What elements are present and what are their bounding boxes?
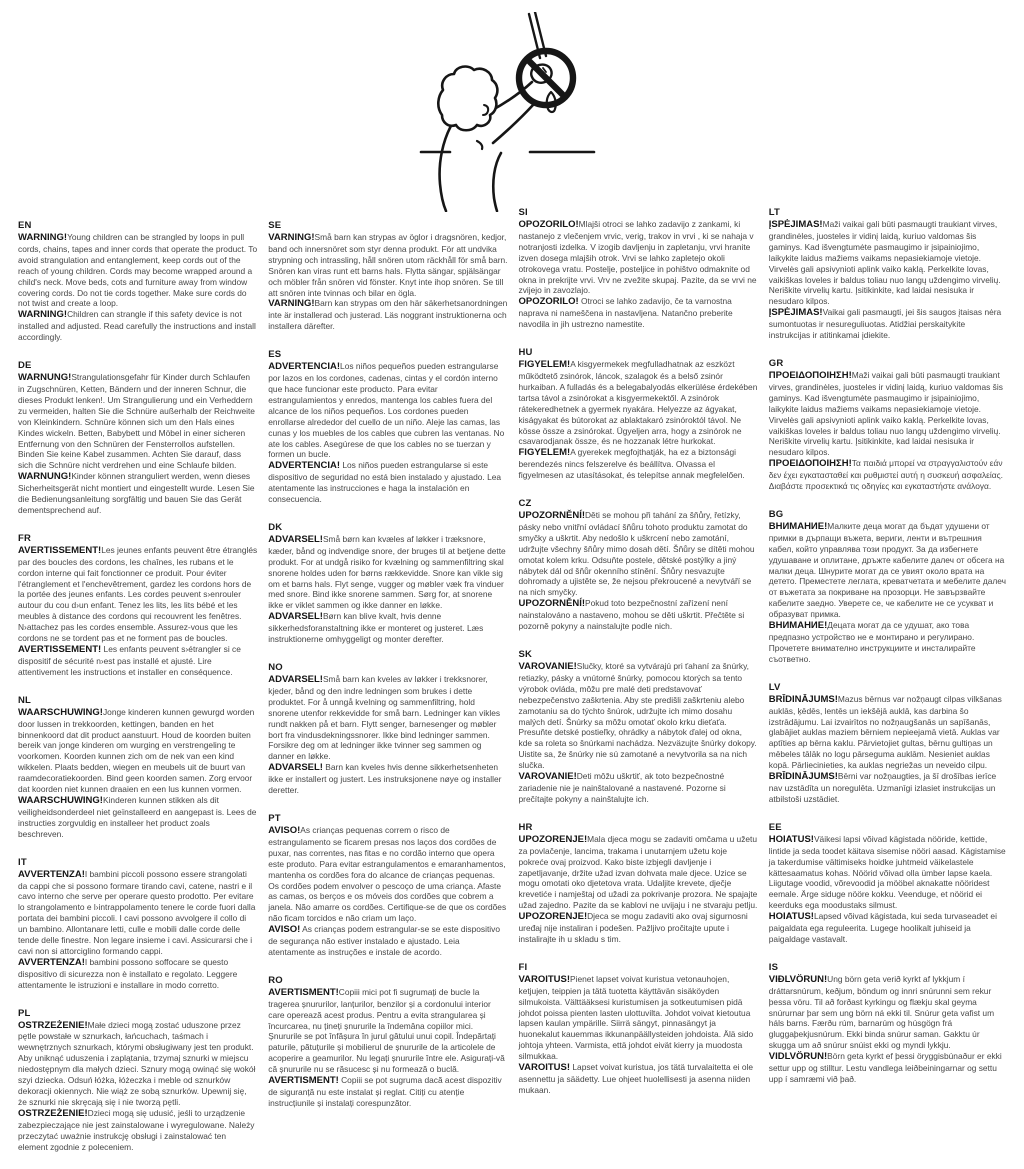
warning-keyword-2: AVERTISSEMENT! [18, 644, 102, 655]
warning-keyword-1: VAROVANIE! [518, 661, 577, 672]
warning-text-1: Maži vaikai gali būti pasmaugti traukiant virves, grandinėles, juosteles ir vidinį laidą, kuriuo valdomas šis gaminys. Kad išvengtumėte pasmaugimo ir įsipainiojimo, laikykite laidus mažiems vaikams nepasiekiamoje vietoje. Virvelės gali apsivynioti aplink vaiko kaklą. Perkelkite lovas, vaikiškas loveles ir baldus toliau nuo langų uždengimo virvelių. Neriškite virvelių kartu. Įsitikinkite, kad laidai nesisuka ir nesudaro kilpos. [768, 369, 1003, 458]
language-section-lt [769, 207, 1008, 341]
warning-paragraph-2 [268, 460, 507, 505]
warning-keyword-1: WARNING! [18, 232, 68, 243]
language-code: IS [768, 961, 779, 973]
language-section-lv [769, 682, 1008, 805]
warning-keyword-2: WARNING! [18, 309, 68, 321]
warning-paragraph-1 [18, 1020, 257, 1108]
warning-paragraph-1 [519, 834, 758, 911]
language-section-bg [769, 509, 1008, 665]
warning-keyword-1: VAROITUS! [518, 973, 571, 985]
warning-paragraph-1 [769, 370, 1008, 458]
language-code: FR [18, 532, 32, 544]
language-code: DK [268, 521, 283, 533]
warning-keyword-1: VARNING! [268, 232, 315, 243]
language-code: FI [518, 961, 528, 973]
warning-text-1: Mlajši otroci se lahko zadavijo z zankami, ki nastanejo z vlečenjem vrvic, verig, trakov in vrvi , ki se nahaja v notranjosti izdelka. V izogib davljenju in zapletanju, vrvi hranite izven dosega mlajših otrok. Vrvi se lahko zapletejo okoli otrokovega vratu. Postelje, posteljice in pohištvo odmaknite od okna in prekrijte vrvi. Vrv ne zvežite skupaj. Pazite, da se vrvi ne zvijejo in zavozlajo. [518, 219, 757, 296]
warning-keyword-1: FIGYELEM! [518, 359, 571, 371]
warning-paragraph-1 [519, 359, 758, 447]
warning-text-2: Børn kan blive kvalt, hvis denne sikkerhedsforanstaltning ikke er monteret og justeret. Læs instruktionerne omhyggeligt og monter derefter. [268, 611, 484, 645]
warning-paragraph-1 [769, 974, 1008, 1051]
warning-keyword-1: ĮSPĖJIMAS! [768, 219, 823, 230]
warning-paragraph-2 [519, 598, 758, 632]
warning-text-1: Små børn kan kvæles af løkker i træksnore, kæder, bånd og indvendige snore, der bruges til at betjene dette produkt. For at undgå risiko for kvælning og sammenfiltring skal snorene holdes uden for børns rækkevidde. Snore kan vikle sig om et barns hals. Flyt senge, vugger og møbler væk fra vinduer med snore. Bind ikke snorene sammen. Sørg for, at snorene ikke er viklet sammen og ikke danner en løkke. [268, 533, 506, 611]
warning-keyword-2: WAARSCHUWING! [18, 794, 103, 806]
warning-paragraph-1 [268, 534, 507, 611]
warning-text-1: Les jeunes enfants peuvent être étranglés par des boucles des cordons, les chaînes, les rubans et le cordon interne qui fait fonctionner ce produit. Pour éviter l'étranglement et l'enchevêtrement, gardez les cordons hors de la portée des jeunes enfants. Les cordes peuvent s›enrouler autour du cou d›un enfant. Tenez les lits, les lits bébé et les meubles à distance des cordons qui recouvrent les fenêtres. N›attachez pas les cordes ensemble. Assurez-vous que les cordons ne se tordent pas et ne forment pas de boucles. [18, 544, 258, 644]
warning-paragraph-2 [268, 611, 507, 645]
warning-text-2: Los niños pueden estrangularse si este dispositivo de seguridad no está bien instalado y ajustado. Lea atentamente las instrucciones e haga la instalación en consecuencia. [268, 460, 502, 505]
language-section-dk [268, 522, 507, 645]
warning-paragraph-1 [18, 372, 257, 471]
language-section-gr [769, 358, 1008, 492]
warning-text-2: Les enfants peuvent s›étrangler si ce dispositif de sécurité n›est pas installé et ajusté. Lire attentivement les instructions et installer en conséquence. [18, 644, 241, 677]
child-back-outline [440, 124, 452, 211]
language-section-hr [519, 822, 758, 945]
warning-keyword-1: ADVARSEL! [268, 674, 323, 685]
language-section-pl [18, 1008, 257, 1153]
column-1 [18, 207, 257, 1169]
warning-text-2: A gyerekek megfojthatják, ha ez a biztonsági berendezés nincs felszerelve és beállítva. Olvassa el figyelmesen az utasításokat, és telepítse annak megfelelően. [518, 447, 745, 481]
warning-keyword-1: AVERTISMENT! [268, 986, 339, 998]
warning-keyword-2: BRĪDINĀJUMS! [768, 771, 838, 783]
warning-text-2: I bambini possono soffocare se questo dispositivo di sicurezza non è installato e regolato. Leggere attentamente le istruzioni e installare in modo corretto. [18, 956, 238, 990]
warning-keyword-1: AVVERTENZA! [18, 868, 85, 880]
warning-text-2: Kinderen kunnen stikken als dit veiligheidsonderdeel niet geïnstalleerd en aangepast is. Lees de instructies zorgvuldig en installeer het product zoals beschreven. [18, 794, 257, 839]
warning-keyword-2: UPOZORNĚNÍ! [518, 598, 585, 610]
warning-keyword-1: ВНИМАНИЕ! [768, 520, 828, 532]
warning-keyword-2: AVERTISMENT! [268, 1075, 339, 1087]
warning-text-2: Bērni var nožņaugties, ja šī drošības ierīce nav uzstādīta un noregulēta. Uzmanīgi izlasiet instrukcijas un atbilstoši uzstādiet. [768, 771, 997, 804]
warning-paragraph-2 [769, 307, 1008, 341]
warning-text-2: Deti môžu uškrtiť, ak toto bezpečnostné zariadenie nie je nainštalované a nastavené. Pozorne si prečítajte pokyny a nainštalujte ich. [518, 771, 726, 804]
warning-keyword-1: ADVARSEL! [268, 533, 323, 545]
warning-keyword-2: AVISO! [268, 924, 301, 936]
language-code: EE [768, 821, 782, 833]
language-section-hu [519, 347, 758, 481]
warning-text-1: Mazus bērnus var nožņaugt cilpas vilkšanas auklās, ķēdēs, lentēs un iekšējā auklā, kas darbina šo izstrādājumu. Lai izvairītos no nožņaugšanās un sapīšanās, glabājiet auklas maziem bērniem nepieejamā vietā. Auklas var aptīties ap bērna kaklu. Pārvietojiet gultas, bērnu gultiņas un mēbeles tālāk no logu pārseguma auklām. Nesieniet auklas kopā. Pārliecinieties, ka auklas negriežas un neveido cilpu. [768, 693, 1002, 771]
warning-keyword-1: ΠΡΟΕΙΔΟΠΟΙΗΣΗ! [768, 369, 852, 381]
warning-keyword-1: WAARSCHUWING! [18, 706, 103, 718]
warning-keyword-1: OPOZORILO! [518, 219, 579, 230]
warning-paragraph-2 [519, 1062, 758, 1096]
language-section-ee [769, 822, 1008, 945]
column-4 [769, 207, 1008, 1169]
warning-paragraph-2 [769, 911, 1008, 945]
warning-keyword-2: VAROITUS! [518, 1062, 571, 1074]
no-cord-grab-icon [380, 12, 680, 212]
warning-paragraph-2 [268, 298, 507, 332]
warning-text-1: Små barn kan kveles av løkker i trekksnorer, kjeder, bånd og den indre ledningen som brukes i dette produktet. For å unngå kvelning og sammenfiltring, hold snorene utenfor rekkevidde for små barn. Ledninger kan vikles rundt nakken på et barn. Flytt senger, barnesenger og møbler bort fra vindusdekningssnorer. Ikke bind ledninger sammen. Forsikre deg om at ledninger ikke tvinner seg sammen og danner en løkke. [268, 674, 501, 762]
warning-paragraph-2 [519, 296, 758, 330]
warning-text-1: Små barn kan strypas av öglor i dragsnören, kedjor, band och innersnöret som styr denna produkt. För att undvika strypning och intrassling, håll snören utom räckhåll för små barn. Snören kan viras runt ett barns hals. Flytta sängar, spjälsängar och möbler från snören vid fönster. Knyt inte ihop snören. Se till att snören inte tvinnas och bilar en ögla. [268, 232, 508, 298]
warning-paragraph-2 [769, 620, 1008, 665]
language-section-no [268, 662, 507, 796]
warning-keyword-2: WARNUNG! [18, 471, 72, 483]
warning-keyword-2: ВНИМАНИЕ! [768, 620, 828, 632]
warning-keyword-2: ĮSPĖJIMAS! [768, 307, 823, 319]
column-2 [268, 207, 507, 1169]
warning-paragraph-1 [268, 825, 507, 924]
warning-keyword-2: HOIATUS! [768, 911, 814, 923]
warning-text-1: I bambini piccoli possono essere strangolati da cappi che si possono formare tirando cavi, catene, nastri e il cavo interno che serve per operare questo prodotto. Per evitare lo strangolamento e l›intrappolamento tenere le corde fuori dalla portata dei bambini piccoli. I cavi possono avvolgere il collo di un bambino. Allontanare letti, culle e mobili dalle corde delle tende delle finestre. Non legare insieme i cavi. Assicurarsi che i cavi non si attorciglino formando cappi. [18, 868, 256, 956]
language-section-cz [519, 498, 758, 632]
warning-paragraph-1 [769, 521, 1008, 620]
warning-text-2: Lapset voivat kuristua, jos tätä turvalaitetta ei ole asennettu ja säädetty. Lue ohjeet huolellisesti ja asenna niiden mukaan. [518, 1062, 754, 1095]
warning-keyword-2: VAROVANIE! [518, 771, 577, 783]
warning-text-2: Djeca se mogu zadaviti ako ovaj sigurnosni uređaj nije instaliran i podešen. Pažljivo pročitajte upute i instalirajte ih u skladu s tim. [518, 911, 748, 944]
warning-keyword-2: AVVERTENZA! [18, 956, 85, 968]
warning-text-2: Децата могат да се удушат, ако това предпазно устройство не е монтирано и регулирано. Прочетете внимателно инструкциите и инсталирайте съответно. [768, 620, 976, 664]
warning-paragraph-2 [769, 1051, 1008, 1085]
language-code: IT [18, 856, 27, 868]
child-back-detail [477, 141, 482, 149]
language-code: LV [768, 681, 781, 693]
text-columns [18, 207, 1008, 1169]
warning-text-1: Děti se mohou při tahání za šňůry, řetízky, pásky nebo vnitřní ovládací šňůru tohoto produktu zamotat do smyčky a uškrtit. Aby nedošlo k uškrcení nebo zamotání, udržujte všechny šňůry mimo dosah dětí. Šňůry se dítěti mohou omotat kolem krku. Odsuňte postele, dětské postýlky a jiný nábytek dál od šňůr okenního stínění. Šňůry nesvazujte dohromady a ujistěte se, že nejsou překroucené a nevytváří se na nich smyčky. [518, 510, 755, 598]
language-code: NO [268, 662, 283, 673]
warning-text-2: Lapsed võivad kägistada, kui seda turvaseadet ei paigaldata ega reguleerita. Lugege hoolikalt juhiseid ja paigaldage vastavalt. [768, 911, 997, 944]
warning-paragraph-1 [769, 219, 1008, 307]
warning-keyword-2: ADVERTENCIA! [268, 460, 341, 472]
warning-paragraph-2 [519, 911, 758, 945]
warning-paragraph-2 [18, 471, 257, 516]
language-code: PL [18, 1007, 31, 1019]
warning-paragraph-2 [519, 447, 758, 481]
warning-paragraph-2 [18, 309, 257, 343]
child-chest-outline [493, 153, 501, 211]
warning-keyword-2: ADVARSEL! [268, 611, 323, 623]
warning-keyword-2: FIGYELEM! [518, 447, 571, 459]
warning-text-1: Maži vaikai gali būti pasmaugti traukiant virves, grandinėles, juosteles ir vidinį laidą, kuriuo valdomas šis gaminys. Kad išvengtumėte pasmaugimo ir įsipainiojimo, laikykite laidus mažiems vaikams nepasiekiamoje vietoje. Virvelės gali apsivynioti aplink vaiko kaklą. Perkelkite lovas, vaikiškas loveles ir baldus toliau nuo langų uždengimo virvelių. Neriškite virvelių kartu. Įsitikinkite, kad laidai nesisuka ir nesudaro kilpos. [768, 219, 1001, 307]
language-code: SK [518, 649, 533, 660]
warning-paragraph-2 [18, 795, 257, 840]
warning-paragraph-1 [268, 232, 507, 298]
warning-keyword-2: UPOZORENJE! [518, 911, 588, 923]
warning-paragraph-1 [519, 510, 758, 598]
language-section-es [268, 349, 507, 505]
warning-paragraph-2 [519, 771, 758, 805]
warning-paragraph-1 [519, 219, 758, 296]
language-section-fi [519, 962, 758, 1096]
warning-keyword-1: AVERTISSEMENT! [18, 544, 102, 556]
child-head [438, 67, 497, 131]
warning-paragraph-2 [268, 762, 507, 796]
language-section-en [18, 220, 257, 343]
warning-text-2: Copiii se pot sugruma dacă acest dispozitiv de siguranță nu este instalat și reglat. Citiți cu atenție instrucțiunile și instalați corespunzător. [268, 1075, 502, 1108]
language-code: HU [518, 347, 533, 359]
warning-paragraph-1 [769, 834, 1008, 911]
warning-paragraph-2 [18, 957, 257, 991]
language-code: LT [768, 207, 781, 218]
warning-text-1: Малките деца могат да бъдат удушени от примки в дърпащи въжета, вериги, ленти и вътрешния кабел, който управлява този продукт. За да избегнете удушаване и оплитане, дръжте кабелите далеч от обсега на малки деца. Шнурите могат да се увият около врата на детето. Преместете леглата, креватчетата и мебелите далеч от въжетата за покриване на прозорци. Не завързвайте кабелите заедно. Уверете се, че кабелите не се усукват и образуват примка. [768, 520, 1007, 620]
warning-keyword-2: VARNING! [268, 298, 315, 310]
warning-paragraph-2 [268, 924, 507, 958]
warning-keyword-1: OSTRZEŻENIE! [18, 1019, 88, 1031]
language-code: PT [268, 812, 281, 824]
warning-keyword-1: ADVERTENCIA! [268, 361, 341, 373]
warning-text-2: Barn kan kveles hvis denne sikkerhetsenheten ikke er installert og justert. Les instruksjonene nøye og installer deretter. [268, 762, 502, 796]
warning-text-2: Börn geta kyrkt ef þessi öryggisbúnaður er ekki settur upp og stilltur. Lestu vandlega leiðbeiningarnar og settu upp í samræmi við það. [768, 1051, 1002, 1084]
warning-paragraph-2 [769, 458, 1008, 492]
warning-keyword-1: HOIATUS! [768, 833, 814, 845]
warning-text-1: Väikesi lapsi võivad kägistada nööride, kettide, lintide ja seda toodet käitava sisemise nööri aasad. Kägistamise ja takerdumise vältimiseks hoidke juhtmeid väikelastele kättesaamatus kohas. Nöörid võivad olla ümber lapse kaela. Liigutage voodid, võrevoodid ja mööbel aknakatte nööridest eemale. Ärge siduge nööre kokku. Veenduge, et nöörid ei keerduks ega moodustaks silmust. [768, 833, 1006, 911]
warning-paragraph-1 [268, 674, 507, 762]
warning-paragraph-2 [18, 644, 257, 678]
warning-paragraph-1 [18, 707, 257, 795]
warning-text-1: As crianças pequenas correm o risco de estrangulamento se ficarem presas nos laços dos cordões de puxar, nas correntes, nas fitas e no cordão interno que opera este produto. Para evitar estrangulamentos e emaranhamentos, mantenha os cordões fora do alcance de crianças pequenas. Os cordões podem envolver o pescoço de uma criança. Afaste as camas, os berços e os móveis dos cordões que cobrem a janela. Não amarre os cordões. Certifique-se de que os cordões não ficam torcidos e não criam um laço. [268, 824, 507, 924]
warning-text-2: Barn kan strypas om den här säkerhetsanordningen inte är installerad och justerad. Läs noggrant instruktionerna och installera därefter. [268, 298, 508, 332]
warning-text-1: A kisgyermekek megfulladhatnak az eszközt működtető zsinórok, láncok, szalagok és a belső zsinór hurkaiban. A fulladás és a belegabalyodás elkerülése érdekében tartsa távol a zsinórokat a kisgyermekektől. A zsinórok rátekeredhetnek a gyermek nyakára. Helyezze az ágyakat, kiságyakat és bútorokat az ablaktakaró zsinóroktól távol. Ne kösse össze a zsinórokat. Ügyeljen arra, hogy a zsinórok ne csavarodjanak össze, és ne hozzanak létre hurkokat. [518, 359, 758, 447]
warning-paragraph-1 [519, 974, 758, 1062]
warning-text-1: Slučky, ktoré sa vytvárajú pri ťahaní za šnúrky, retiazky, pásky a vnútorné šnúrky, pomocou ktorých sa tento výrobok ovláda, môžu pre malé deti predstavovať nebezpečenstvo zaškrtenia. Aby ste predišli zaškrteniu alebo zamotaniu sa do týchto šnúrok, udržujte ich mimo dosahu malých detí. Šnúrky sa môžu omotať okolo krku dieťaťa. Presuňte detské postieľky, ohrádky a nábytok ďalej od okna, kde sa roleta so šnúrkami nachádza. Nezväzujte šnúrky dokopy. Uistite sa, že šnúrky nie sú zamotané a nevytvorila sa na nich slučka. [518, 661, 757, 771]
warning-text-1: Jonge kinderen kunnen gewurgd worden door lussen in trekkoorden, kettingen, banden en het binnenkoord dat dit product aanstuurt. Houd de koorden buiten bereik van jonge kinderen om wurging en verstrengeling te voorkomen. Koorden kunnen zich om de nek van een kind wikkelen. Plaats bedden, wiegen en meubels uit de buurt van raamdecoratiekoorden. Bind geen koorden samen. Zorg ervoor dat koorden niet kunnen draaien en een lus kunnen vormen. [18, 706, 255, 795]
warning-keyword-1: BRĪDINĀJUMS! [768, 693, 838, 705]
warning-keyword-1: UPOZORNĚNÍ! [518, 510, 585, 522]
warning-text-1: Los niños pequeños pueden estrangularse por lazos en los cordones, cadenas, cintas y el cordón interno que hace funcionar este producto. Para evitar estrangulamientos y enredos, mantenga los cables fuera del alcance de los niños pequeños. Los cordones pueden enrollarse alrededor del cuello de un niño. Aleje las camas, las cunas y los muebles de los cables que cubren las ventanas. No ate los cables. Asegúrese de que los cables no se tuerzan y formen un bucle. [268, 361, 505, 460]
language-section-de [18, 360, 257, 516]
language-section-fr [18, 533, 257, 678]
warning-paragraph-2 [769, 771, 1008, 805]
language-code: GR [768, 357, 784, 369]
warning-text-2: Τα παιδιά μπορεί να στραγγαλιστούν εάν δεν έχει εγκατασταθεί και ρυθμιστεί αυτή η συσκευή ασφαλείας. Διαβάστε προσεκτικά τις οδηγίες και εγκαταστήστε ανάλογα. [768, 458, 1003, 492]
warning-text-1: Ung börn geta verið kyrkt af lykkjum í dráttarsnúrum, keðjum, böndum og innri snúrunni sem rekur þessa vöru. Til að forðast kyrkingu og flækju skal geyma snúrurnar þar sem ung börn ná ekki til. Snúrur geta vafist um háls barns. Færðu rúm, barnarúm og húsgögn frá gluggaþekjusnúrum. Ekki binda snúrur saman. Gakktu úr skugga um að snúrur snúist ekki og myndi lykkju. [768, 973, 995, 1051]
warning-text-2: Children can strangle if this safety device is not installed and adjusted. Read carefully the instructions and install accordingly. [18, 309, 256, 343]
warning-keyword-2: ΠΡΟΕΙΔΟΠΟΙΗΣΗ! [768, 458, 852, 470]
language-section-sk [519, 649, 758, 805]
child-arm-lower-edge [493, 105, 533, 143]
language-section-nl [18, 695, 257, 840]
warning-paragraph-1 [268, 987, 507, 1075]
warning-text-1: Małe dzieci mogą zostać uduszone przez pętle powstałe w sznurkach, łańcuchach, taśmach i wewnętrznych sznurkach, którymi obsługiwany jest ten produkt. Aby uniknąć uduszenia i zaplątania, trzymaj sznurki w miejscu niedostępnym dla małych dzieci. Sznury mogą owinąć się wokół szyi dziecka. Odsuń łóżka, łóżeczka i meble od sznurków dekoracji okiennych. Nie wiąż ze sobą sznurków. Upewnij się, że sznurki nie skręcają się i nie tworzą pętli. [18, 1019, 256, 1107]
warning-keyword-1: UPOZORENJE! [518, 833, 588, 845]
warning-text-1: Young children can be strangled by loops in pull cords, chains, tapes and inner cords that operate the product. To avoid strangulation and entanglement, keep cords out of the reach of young children. Cords may become wrapped around a child's neck. Move beds, cots and furniture away from window covering cords. Do not tie cords together. Make sure cords do not twist and create a loop. [18, 232, 258, 309]
language-section-ro [268, 975, 507, 1109]
warning-text-2: Otroci se lahko zadavijo, če ta varnostna naprava ni nameščena in nastavljena. Natančno preberite navodila in jih ustrezno namestite. [518, 296, 733, 330]
warning-text-2: Kinder können stranguliert werden, wenn dieses Sicherheitsgerät nicht montiert und eingestellt wurde. Lesen Sie die Bedienungsanleitung sorgfältig und bauen Sie das Gerät dementsprechend auf. [18, 471, 255, 515]
warning-text-2: Vaikai gali pasmaugti, jei šis saugos įtaisas nėra sumontuotas ir nesureguliuotas. Atidžiai perskaitykite instrukcijas ir atitinkamai įdiekite. [768, 307, 1002, 341]
warning-keyword-1: WARNUNG! [18, 372, 72, 384]
language-section-si [519, 207, 758, 330]
warning-paragraph-1 [18, 232, 257, 309]
warning-text-1: Strangulationsgefahr für Kinder durch Schlaufen in Zugschnüren, Ketten, Bändern und der inneren Schnur, die dieses Produkt lenken!. Um Strangulierung und ein Verheddern zu vermeiden, halten Sie die Schnüre außerhalb der Reichweite von Kleinkindern. Schnüre können sich um den Hals eines Kindes wickeln. Betten, Babybett und Möbel in einer sicheren Entfernung von den Schnüren der Fensterrollos aufstellen. Binden Sie keine Kabel zusammen. Achten Sie darauf, dass sich die Schnüre nicht verdrehen und eine Schlaufe bilden. [18, 372, 255, 471]
warning-keyword-2: OPOZORILO! [518, 296, 579, 308]
warning-text-2: Dzieci mogą się udusić, jeśli to urządzenie zabezpieczające nie jest zainstalowane i wyregulowane. Należy przeczytać uważnie instrukcję obsługi i zainstalować ten element zgodnie z poleceniem. [18, 1107, 255, 1152]
column-3 [519, 207, 758, 1169]
warning-text-2: Pokud toto bezpečnostní zařízení není nainstalováno a nastaveno, mohou se děti uškrtit. Přečtěte si pozorně pokyny a nainstalujte podle nich. [518, 598, 745, 632]
warning-text-2: As crianças podem estrangular-se se este dispositivo de segurança não estiver instalado e ajustado. Leia atentamente as instruções e instale de acordo. [268, 924, 500, 957]
warning-keyword-1: AVISO! [268, 824, 301, 836]
warning-paragraph-1 [18, 869, 257, 957]
language-section-it [18, 857, 257, 991]
language-section-is [769, 962, 1008, 1085]
language-code: SI [518, 207, 528, 218]
language-code: SE [268, 220, 282, 231]
warning-paragraph-1 [268, 361, 507, 460]
warning-keyword-2: ADVARSEL! [268, 762, 323, 774]
warning-keyword-2: VIDLVÖRUN! [768, 1051, 828, 1063]
language-code: NL [18, 694, 32, 706]
warning-paragraph-1 [769, 694, 1008, 771]
language-code: CZ [518, 498, 532, 510]
language-section-se [268, 220, 507, 332]
language-code: EN [18, 220, 32, 231]
warning-paragraph-1 [18, 545, 257, 644]
language-section-pt [268, 813, 507, 958]
language-code: ES [268, 349, 282, 361]
language-code: DE [18, 360, 32, 372]
language-code: RO [268, 974, 283, 986]
warning-keyword-2: OSTRZEŻENIE! [18, 1107, 88, 1119]
warning-paragraph-1 [519, 661, 758, 771]
language-code: BG [768, 508, 784, 520]
child-cord-illustration [380, 12, 680, 212]
warning-paragraph-2 [18, 1108, 257, 1153]
warning-text-1: Copiii mici pot fi sugrumați de bucle la tragerea șnururilor, lanțurilor, benzilor și a cordonului interior care operează acest produs. Pentru a evita strangularea și încurcarea, nu țineți șnururile la îndemâna copiilor mici. Șnururile se pot înfășura în jurul gâtului unui copil. Îndepărtați paturile, pătuțurile și mobilierul de șnururile de la articolele de acoperire a geamurilor. Nu legați șnururile între ele. Asigurați-vă că șnururile nu se răsucesc și nu formează o buclă. [268, 986, 505, 1075]
warning-paragraph-2 [268, 1075, 507, 1109]
warning-text-1: Mala djeca mogu se zadaviti omčama u užetu za povlačenje, lancima, trakama i unutarnjem užetu koje pokreće ovaj proizvod. Kako biste izbjegli davljenje i zapetljavanje, držite užad izvan dohvata male djece. Uzice se mogu omotati oko djetetova vrata. Udaljite krevete, dječje krevetiće i namještaj od užadi za pokrivanje prozora. Ne spajajte užad zajedno. Pazite da se kablovi ne uvijaju i ne stvaraju petlju. [518, 833, 758, 911]
language-code: HR [518, 821, 533, 833]
warning-text-1: Pienet lapset voivat kuristua vetonauhojen, ketjujen, teippien ja tätä tuotetta käyttävän sisäköyden silmukoista. Välttääksesi kuristumisen ja sotkeutumisen pidä johdot poissa pienten lasten ulottuvilta. Johdot voivat kietoutua lapsen kaulan ympärille. Siirrä sängyt, pinnasängyt ja huonekalut kauemmas ikkunanpäällysteiden johdoista. Älä sido johtoja yhteen. Varmista, että johdot eivät kierry ja muodosta silmukkaa. [518, 973, 754, 1062]
warning-keyword-1: VIÐLVÖRUN! [768, 973, 828, 985]
